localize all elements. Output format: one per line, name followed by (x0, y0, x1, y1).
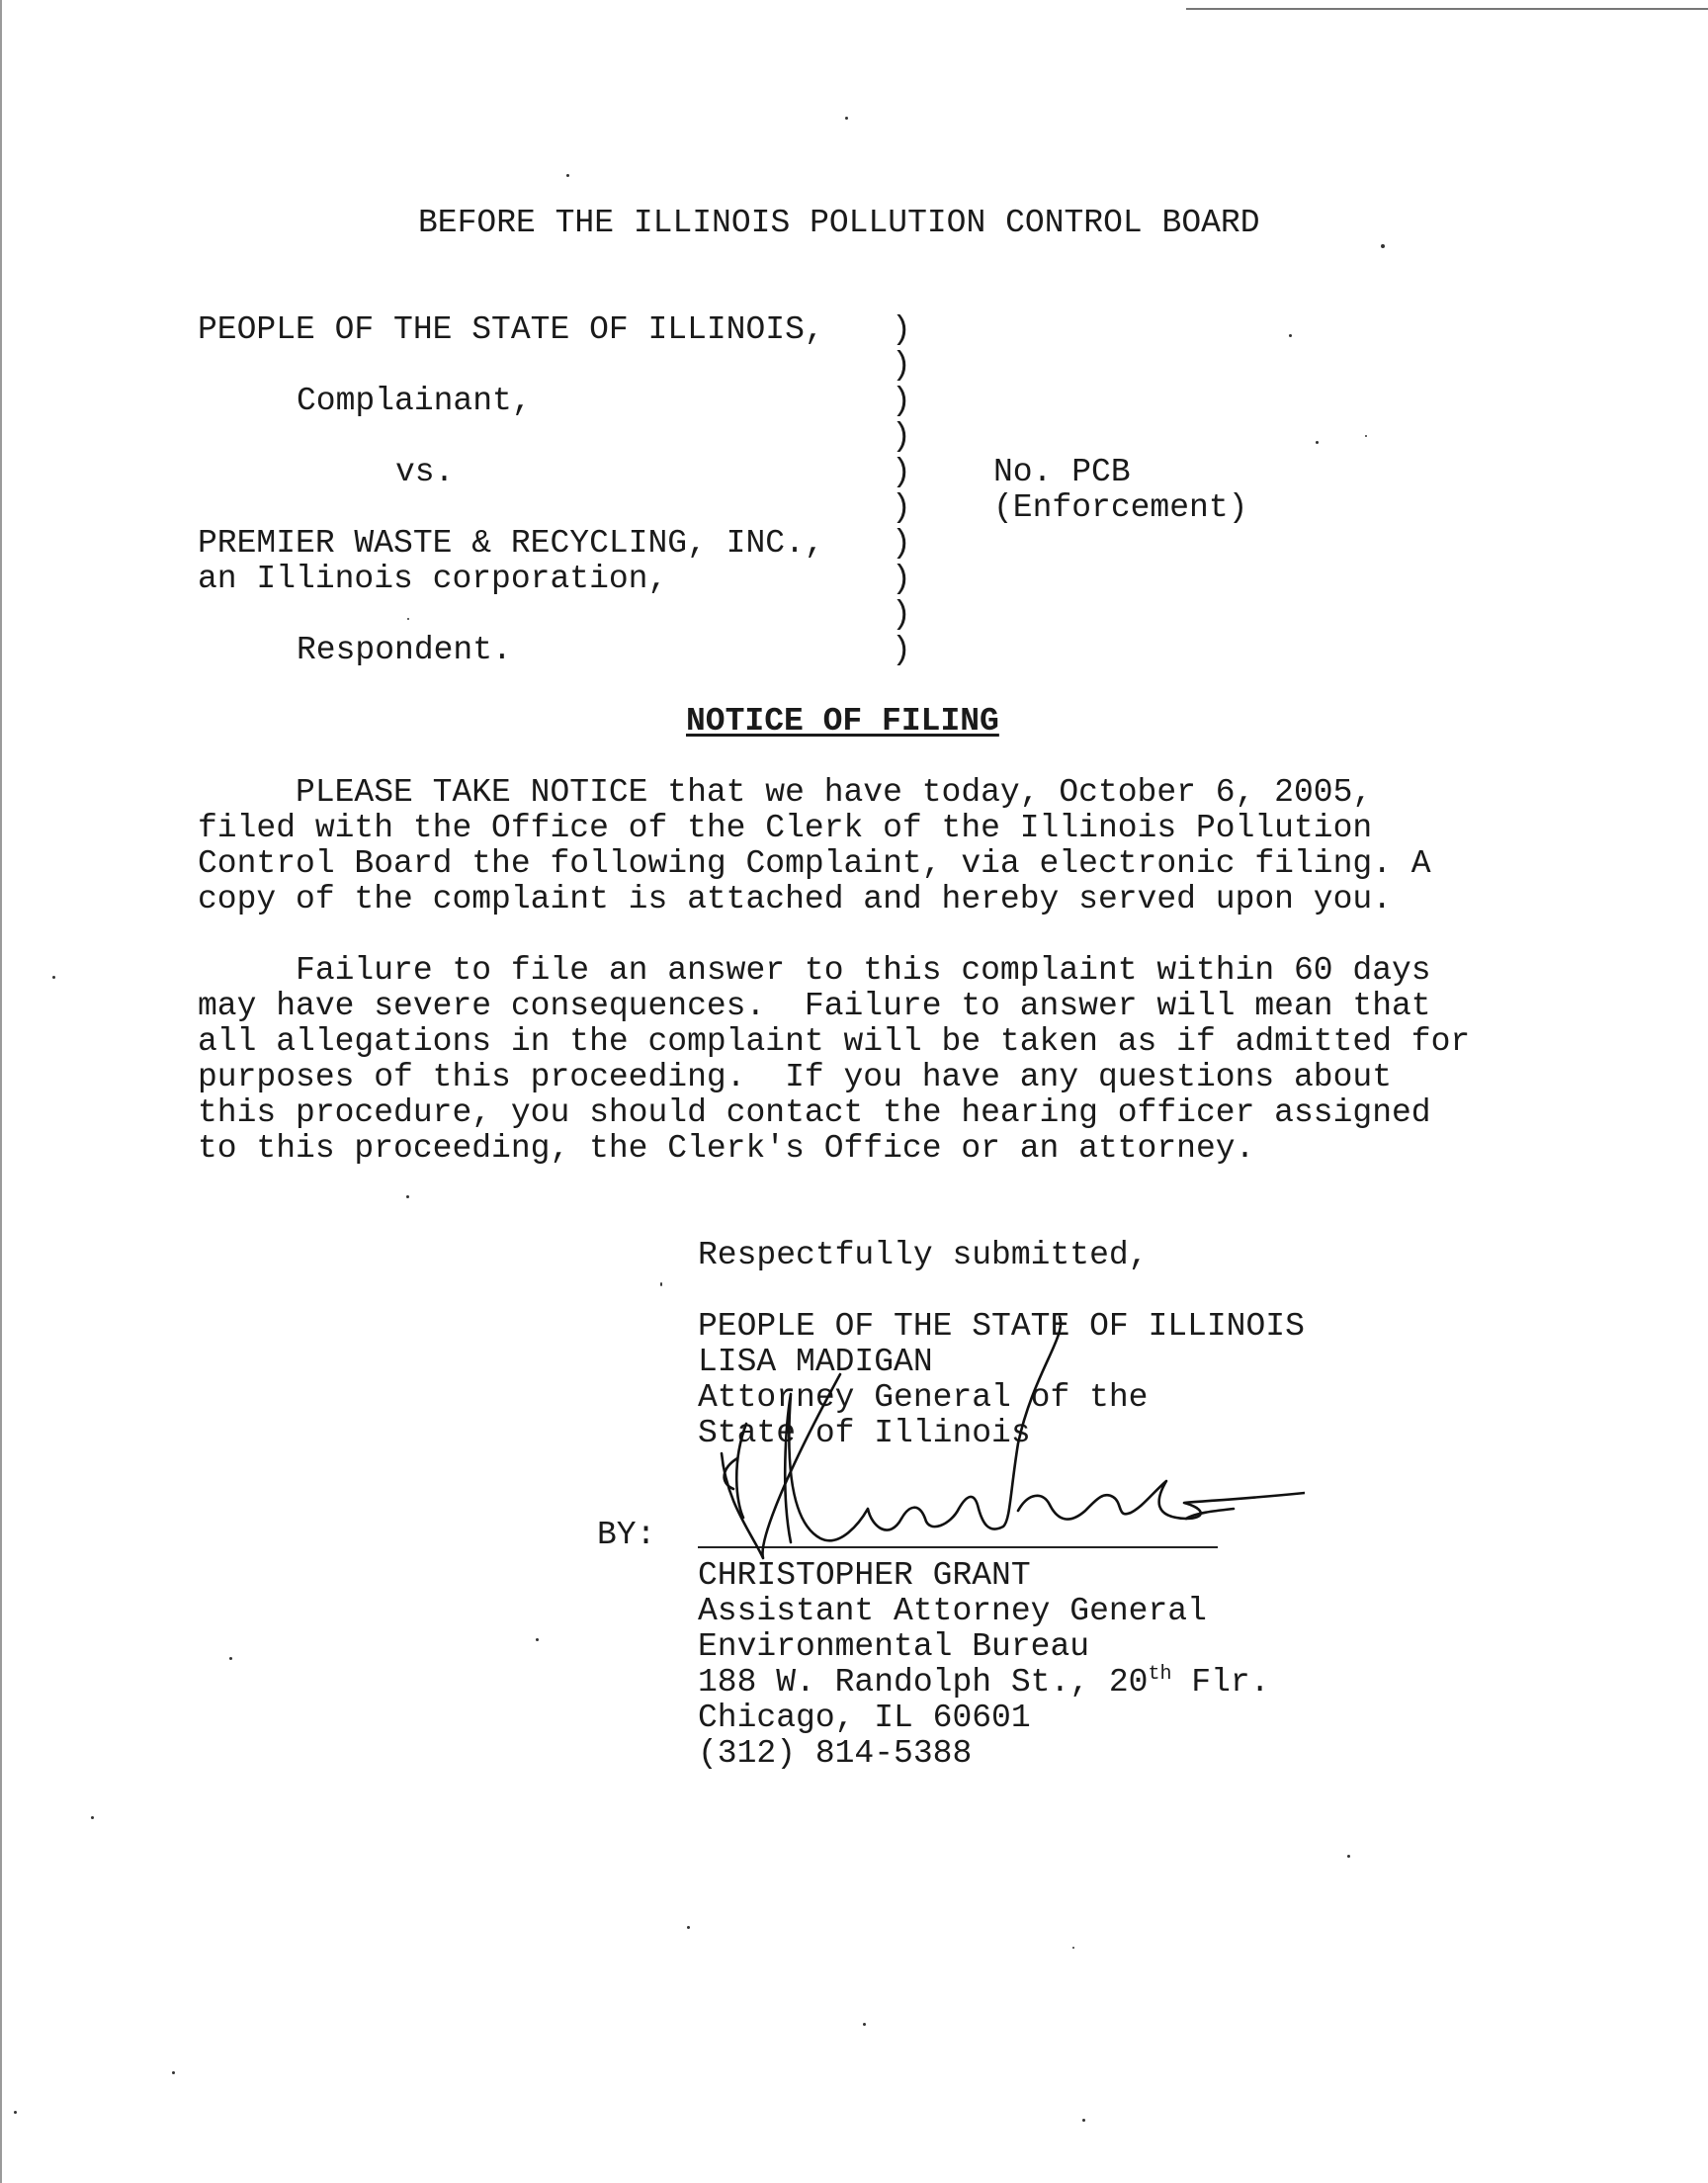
scan-edge-left (0, 0, 2, 2183)
notice-heading: NOTICE OF FILING (686, 703, 999, 740)
street-address (698, 1665, 1270, 1701)
bureau-name: Environmental Bureau (698, 1628, 1090, 1665)
scan-speck (1365, 435, 1367, 437)
attorney-general-title: State of Illinois (698, 1415, 1031, 1451)
respondent-role: Respondent. (297, 632, 512, 668)
notice-paragraph-1-line: Control Board the following Complaint, via electronic filing. A (198, 845, 1431, 882)
caption-paren: ) (892, 489, 911, 526)
caption-paren: ) (892, 561, 911, 597)
versus-label: vs. (395, 454, 455, 490)
scan-speck (406, 1195, 409, 1198)
caption-paren: ) (892, 454, 911, 490)
caption-paren: ) (892, 596, 911, 633)
notice-paragraph-2-line: this procedure, you should contact the hearing officer assigned (198, 1094, 1431, 1131)
attorney-general-title: Attorney General of the (698, 1379, 1149, 1416)
notice-paragraph-1-line: copy of the complaint is attached and hereby served upon you. (198, 881, 1392, 917)
signer-title: Assistant Attorney General (698, 1593, 1207, 1629)
caption-paren: ) (892, 418, 911, 455)
case-type: (Enforcement) (993, 489, 1248, 526)
scan-speck (1347, 1855, 1350, 1858)
scan-speck (1072, 1947, 1074, 1949)
scan-speck (845, 117, 848, 120)
notice-paragraph-1-line: filed with the Office of the Clerk of the Illinois Pollution (198, 810, 1373, 846)
respondent-name-line2: an Illinois corporation, (198, 561, 668, 597)
scan-edge-top (1186, 8, 1708, 10)
phone-number: (312) 814-5388 (698, 1735, 973, 1772)
scan-speck (52, 976, 55, 979)
scan-speck (14, 2111, 17, 2114)
scan-speck (687, 1926, 690, 1929)
city-state-zip: Chicago, IL 60601 (698, 1700, 1031, 1736)
complainant-name: PEOPLE OF THE STATE OF ILLINOIS, (198, 311, 824, 348)
street-address-suffix: Flr. (1171, 1664, 1270, 1701)
attorney-general-name: LISA MADIGAN (698, 1344, 933, 1380)
signer-name: CHRISTOPHER GRANT (698, 1557, 1031, 1594)
scan-speck (1316, 441, 1319, 444)
scan-speck (91, 1816, 94, 1819)
caption-paren: ) (892, 525, 911, 562)
respondent-name-line1: PREMIER WASTE & RECYCLING, INC., (198, 525, 824, 562)
scan-speck (863, 2023, 866, 2026)
caption-paren: ) (892, 383, 911, 419)
notice-paragraph-2-line: to this proceeding, the Clerk's Office or an attorney. (198, 1130, 1255, 1167)
party-name: PEOPLE OF THE STATE OF ILLINOIS (698, 1308, 1305, 1345)
scan-speck (660, 1282, 662, 1286)
caption-paren: ) (892, 311, 911, 348)
case-number: No. PCB (993, 454, 1131, 490)
scan-speck (1289, 334, 1292, 337)
handwritten-signature (692, 1315, 1305, 1572)
notice-paragraph-1-line: PLEASE TAKE NOTICE that we have today, October 6, 2005, (198, 774, 1373, 811)
scan-speck (536, 1638, 539, 1641)
court-title: BEFORE THE ILLINOIS POLLUTION CONTROL BOARD (418, 205, 1260, 241)
scan-speck (1082, 2119, 1085, 2122)
street-address-ordinal: th (1148, 1663, 1172, 1686)
caption-paren: ) (892, 632, 911, 668)
caption-paren: ) (892, 347, 911, 384)
notice-paragraph-2-line: all allegations in the complaint will be taken as if admitted for (198, 1023, 1471, 1060)
notice-paragraph-2-line: purposes of this proceeding. If you have any questions about (198, 1059, 1392, 1095)
scan-speck (172, 2071, 175, 2074)
notice-paragraph-2-line: may have severe consequences. Failure to answer will mean that (198, 988, 1431, 1024)
street-address-prefix: 188 W. Randolph St., 20 (698, 1664, 1149, 1701)
by-label: BY: (597, 1517, 656, 1553)
closing: Respectfully submitted, (698, 1237, 1149, 1273)
scan-speck (566, 174, 569, 177)
complainant-role: Complainant, (297, 383, 532, 419)
scan-speck (407, 618, 409, 620)
notice-paragraph-2-line: Failure to file an answer to this complaint within 60 days (198, 952, 1431, 989)
scan-speck (1381, 244, 1385, 248)
scan-speck (229, 1657, 232, 1660)
